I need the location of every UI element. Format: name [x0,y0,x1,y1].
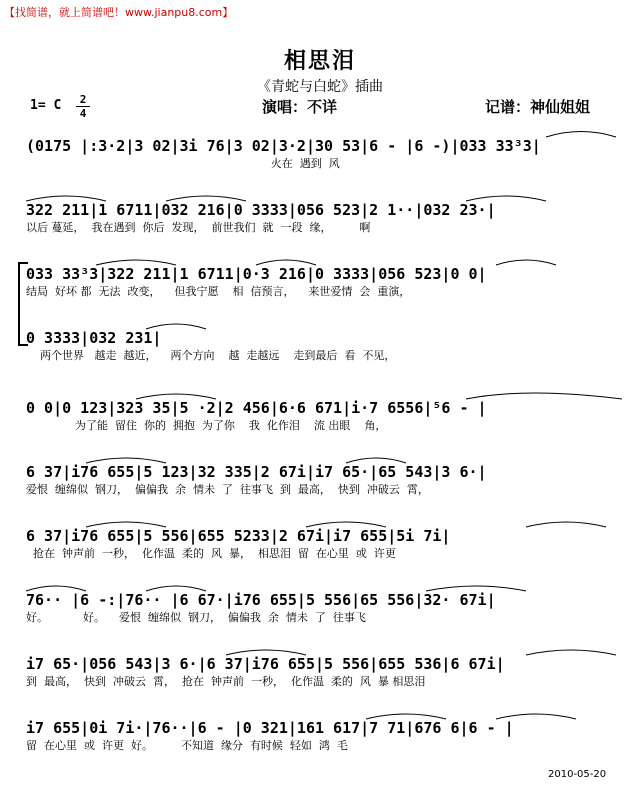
site-banner[interactable]: 【找简谱，就上简谱吧！www.jianpu8.com】 [4,6,234,19]
score-line-8 [26,590,622,626]
lyrics-line: 结局 好坏 都 无法 改变， 但我宁愿 相 信预言， 来世爱情 会 重演， [26,285,411,298]
notation-line: 6 37|i76 655|5 123|32 335|2 67i|i7 65·|65 543|3 6·| [26,463,487,481]
notation-line: i7 655|0i 7i·|76··|6 - |0 321|161 617|7 71|676 6|6 - | [26,719,514,737]
score-line-6 [26,462,622,498]
score-line-9 [26,654,622,690]
score-line-7 [26,526,622,562]
time-signature-top: 2 [79,93,87,106]
lyrics-line: 好。 好。 爱恨 缠绵似 钢刀， 偏偏我 余 情未 了 往事飞 [26,611,366,624]
time-signature [76,94,90,119]
lyrics-line: 火在 遇到 风 [26,157,340,170]
notation-line: 0 0|0 123|323 35|5 ·2|2 456|6·6 671|i·7 6556|⁵6 - | [26,399,487,417]
lyrics-line: 抢在 钟声前 一秒， 化作温 柔的 风 暴， 相思泪 留 在心里 或 许更 [26,547,396,560]
notation-line: 0 3333|032 231| [26,329,162,347]
notation-line: 76·· |6 -:|76·· |6 67·|i76 655|5 556|65 556|32· 67i| [26,591,496,609]
notation-line: 322 211|1 6711|032 216|0 3333|056 523|2 1··|032 23·| [26,201,496,219]
lyrics-line: 为了能 留住 你的 拥抱 为了你 我 化作泪 流 出眼 角， [26,419,387,432]
score-line-5 [26,398,622,434]
score-line-2 [26,200,622,236]
singer-credit: 演唱：不详 [262,98,338,116]
score-line-4 [26,328,622,364]
score-line-10 [26,718,622,754]
lyrics-line: 到 最高， 快到 冲破云 霄， 抢在 钟声前 一秒， 化作温 柔的 风 暴 相思泪 [26,675,426,688]
transcriber-credit: 记谱：神仙姐姐 [485,98,591,116]
lyrics-line: 留 在心里 或 许更 好。 不知道 缘分 有时候 轻如 鸿 毛 [26,739,348,752]
lyrics-line: 两个世界 越走 越近， 两个方向 越 走越远 走到最后 看 不见， [26,349,396,362]
notation-line: 6 37|i76 655|5 556|655 5233|2 67i|i7 655|5i 7i| [26,527,451,545]
notation-line: (0175 |:3·2|3 02|3i 76|3 02|3·2|30 53|6 - |6 -)|033 33³3| [26,137,541,155]
song-subtitle: 《青蛇与白蛇》插曲 [257,79,383,95]
song-title: 相思泪 [283,49,356,74]
lyrics-line: 爱恨 缠绵似 钢刀， 偏偏我 余 情未 了 往事飞 到 最高， 快到 冲破云 霄， [26,483,429,496]
lyrics-line: 以后 蔓延， 我在遇到 你后 发现， 前世我们 就 一段 缘， 啊 [26,221,371,234]
score-line-3 [26,264,622,300]
time-signature-bottom: 4 [79,107,87,120]
transcription-date: 2010-05-20 [548,769,607,780]
notation-line: 033 33³3|322 211|1 6711|0·3 216|0 3333|056 523|0 0| [26,265,487,283]
key-signature: 1= C [30,98,62,113]
notation-line: i7 65·|056 543|3 6·|6 37|i76 655|5 556|655 536|6 67i| [26,655,505,673]
score-line-1 [26,136,622,172]
